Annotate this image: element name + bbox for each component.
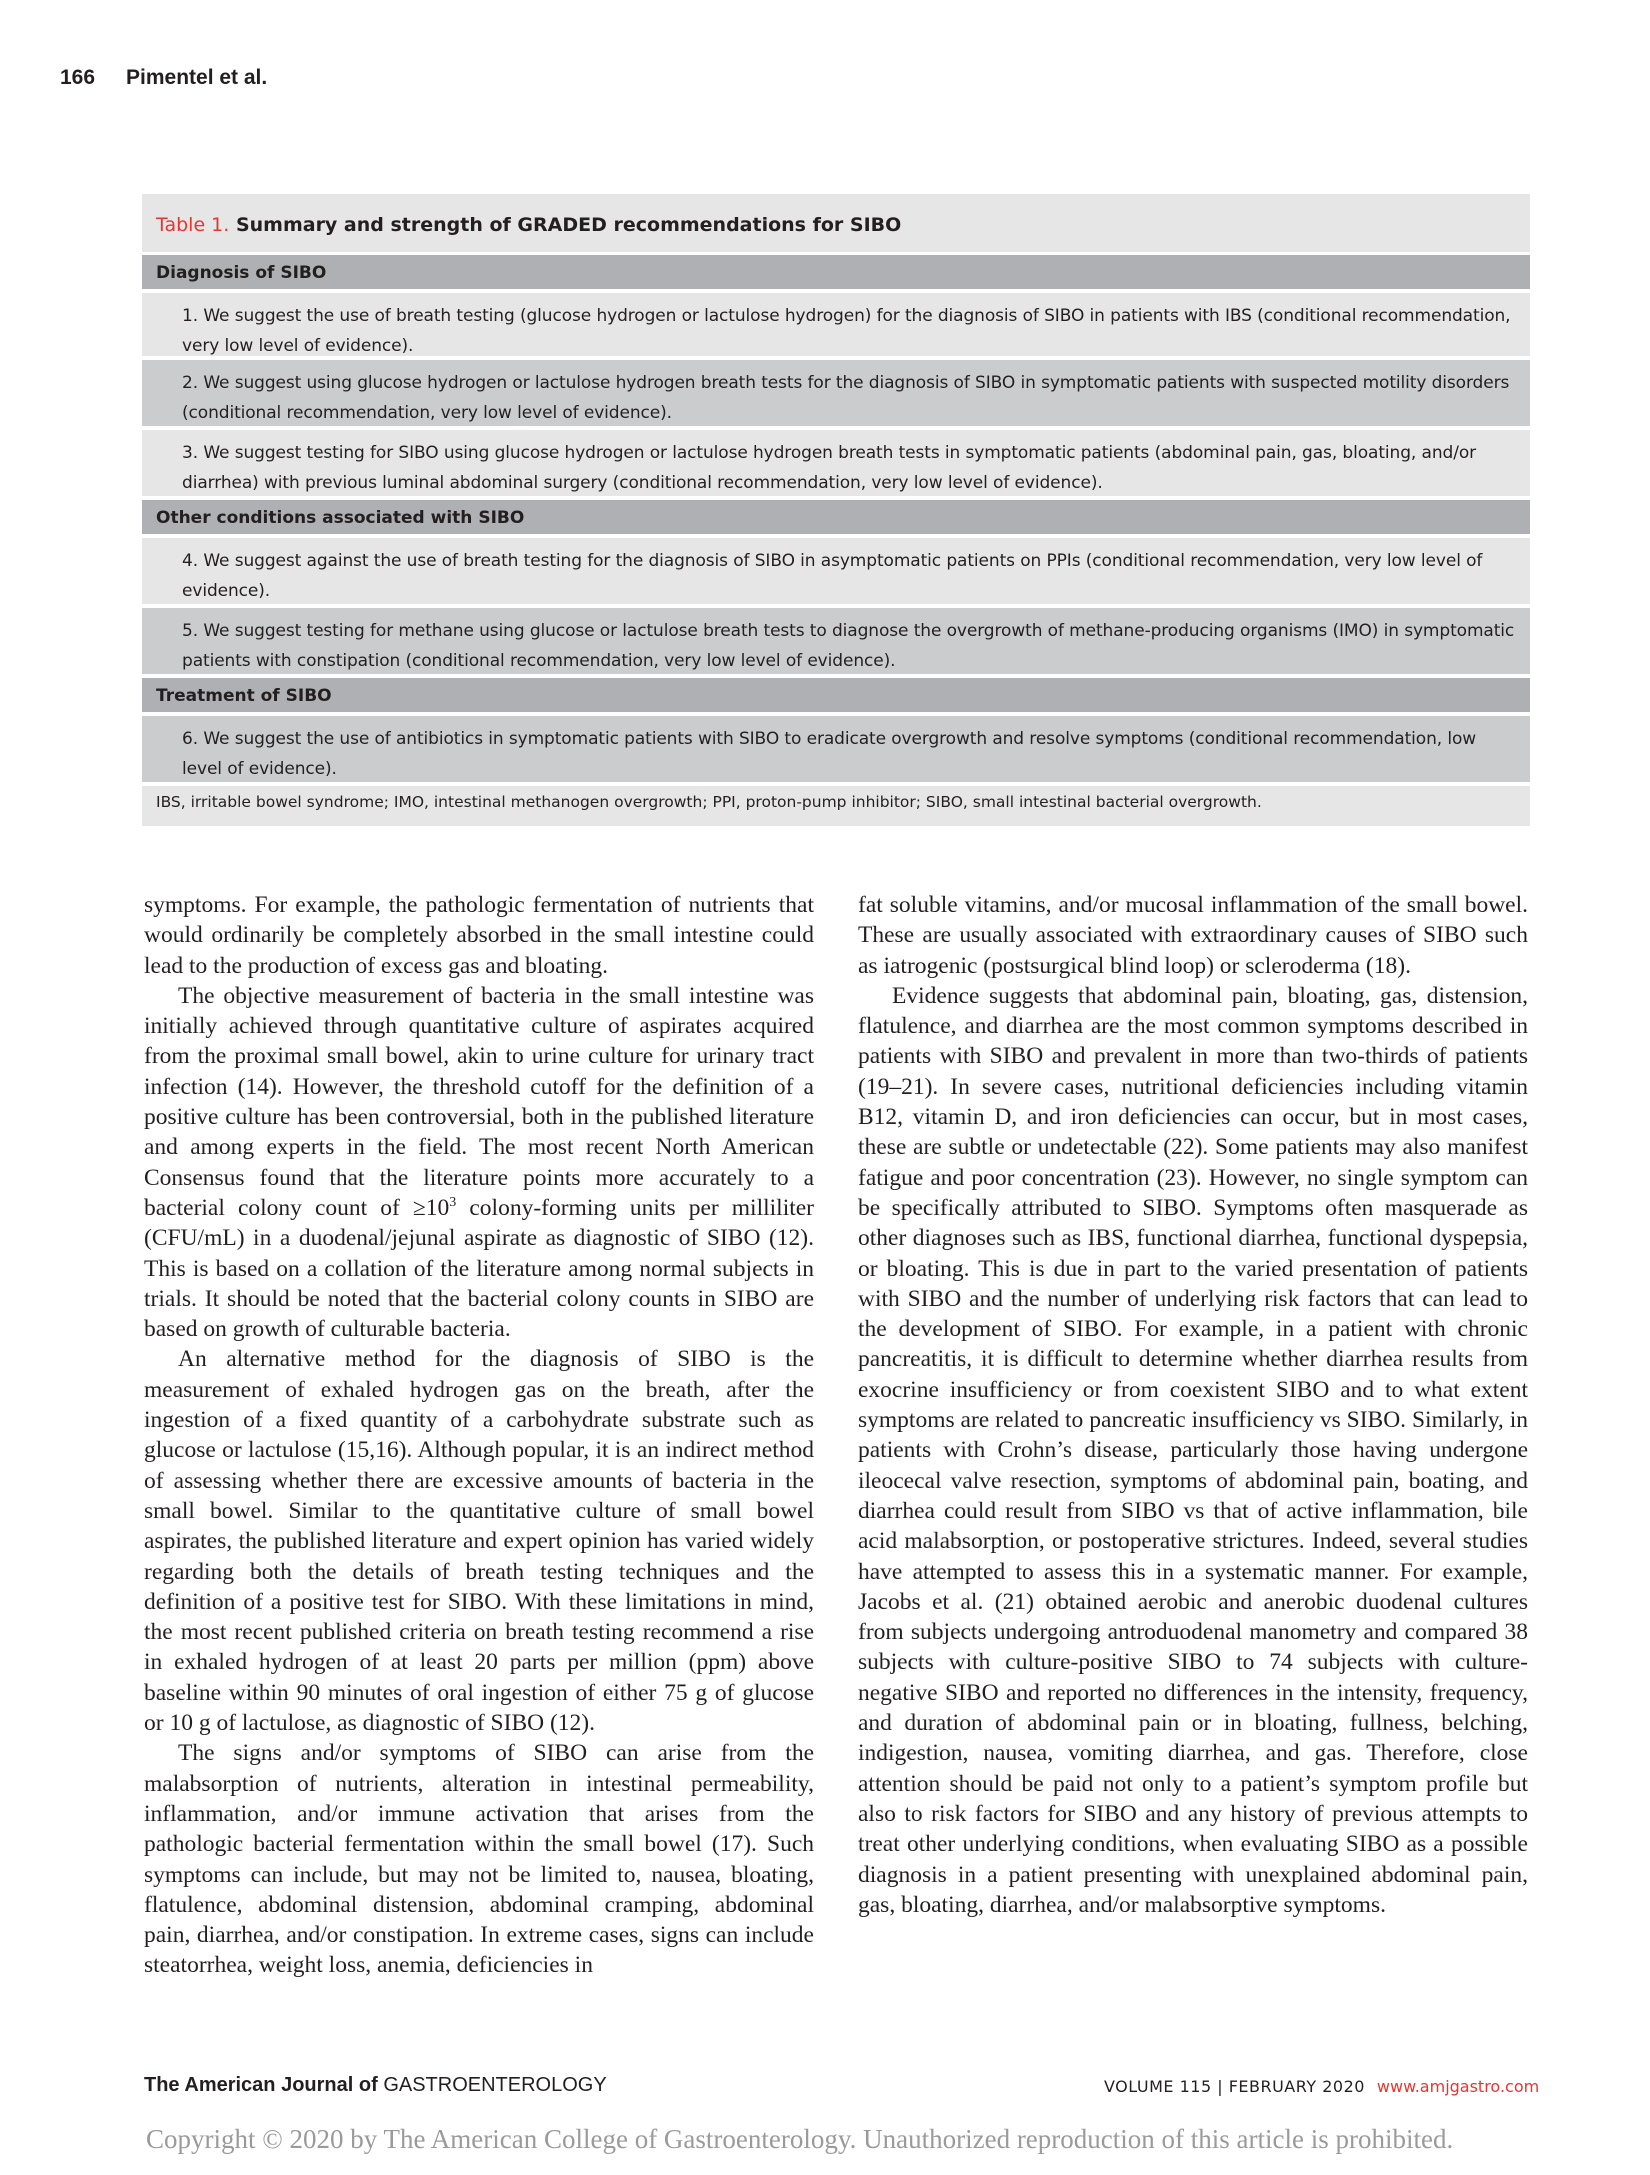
paragraph-text: colony-forming units per milliliter (CFU/mL) in a duodenal/jejunal aspirate as diagnostic of SIBO (12). This is based on a collation of the literature among normal subjects in trials. It should be noted that the bacterial colony counts in SIBO are based on growth of culturable bacteria. (144, 1194, 815, 1343)
table-row: 6. We suggest the use of antibiotics in symptomatic patients with SIBO to eradicate overgrowth and resolve symptoms (conditional recommendation, low level of evidence). (142, 716, 1530, 782)
table-section-heading: Treatment of SIBO (142, 678, 1530, 712)
paragraph: fat soluble vitamins, and/or mucosal inflammation of the small bowel. These are usually associated with extraordinary causes of SIBO such as iatrogenic (postsurgical blind loop) or scleroderma (18). (858, 892, 1528, 979)
volume-date: VOLUME 115 | FEBRUARY 2020 (1104, 2077, 1365, 2096)
table-footnote: IBS, irritable bowel syndrome; IMO, intestinal methanogen overgrowth; PPI, proton-pump inhibitor; SIBO, small intestinal bacterial overgrowth. (142, 786, 1530, 826)
table-row: 4. We suggest against the use of breath testing for the diagnosis of SIBO in asymptomatic patients on PPIs (conditional recommendation, very low level of evidence). (142, 538, 1530, 604)
running-header (60, 66, 267, 90)
superscript: 3 (449, 1195, 457, 1211)
copyright-notice: Copyright © 2020 by The American College of Gastroenterology. Unauthorized reproduction of this article is prohibited. (146, 2124, 1454, 2154)
body-column-right (858, 890, 1528, 1920)
table-row: 2. We suggest using glucose hydrogen or lactulose hydrogen breath tests for the diagnosis of SIBO in symptomatic patients with suspected motility disorders (conditional recommendation, very low level of evidence). (142, 360, 1530, 426)
recommendations-table (142, 194, 1530, 832)
journal-prefix: The American Journal of (144, 2074, 378, 2096)
journal-title: GASTROENTEROLOGY (383, 2074, 607, 2096)
journal-name (144, 2074, 607, 2097)
paragraph-text: The objective measurement of bacteria in the small intestine was initially achieved through quantitative culture of aspirates acquired from the proximal small bowel, akin to urine culture for urinary tract infection (14). However, the threshold cutoff for the definition of a positive culture has been controversial, both in the published literature and among experts in the field. The most recent North American Consensus found that the literature points more accurately to a bacterial colony count of ≥10 (144, 982, 814, 1221)
page-number: 166 (60, 66, 96, 89)
paragraph: The signs and/or symptoms of SIBO can arise from the malabsorption of nutrients, alteration in intestinal permeability, inflammation, and/or immune activation that arises from the pathologic bacterial fermentation within the small bowel (17). Such symptoms can include, but may not be limited to, nausea, bloating, flatulence, abdominal distension, abdominal cramping, abdominal pain, diarrhea, and/or constipation. In extreme cases, signs can include steatorrhea, weight loss, anemia, deficiencies in (144, 1740, 814, 1979)
table-section-heading: Diagnosis of SIBO (142, 255, 1530, 289)
paragraph: symptoms. For example, the pathologic fermentation of nutrients that would ordinarily be completely absorbed in the small intestine could lead to the production of excess gas and bloating. (144, 892, 814, 979)
paragraph (144, 981, 814, 1345)
journal-url[interactable]: www.amjgastro.com (1376, 2077, 1540, 2096)
running-authors: Pimentel et al. (126, 66, 268, 89)
table-section-heading: Other conditions associated with SIBO (142, 500, 1530, 534)
paragraph: An alternative method for the diagnosis of SIBO is the measurement of exhaled hydrogen gas on the breath, after the ingestion of a fixed quantity of a carbohydrate substrate such as glucose or lactulose (15,16). Although popular, it is an indirect method of assessing whether there are excessive amounts of bacteria in the small bowel. Similar to the quantitative culture of small bowel aspirates, the published literature and expert opinion has varied widely regarding both the details of breath testing techniques and the definition of a positive test for SIBO. With these limitations in mind, the most recent published criteria on breath testing recommend a rise in exhaled hydrogen of at least 20 parts per million (ppm) above baseline within 90 minutes of oral ingestion of either 75 g of glucose or 10 g of lactulose, as diagnostic of SIBO (12). (144, 1346, 814, 1737)
body-column-left (144, 890, 814, 1981)
table-caption (142, 194, 1530, 252)
table-row: 1. We suggest the use of breath testing (glucose hydrogen or lactulose hydrogen) for the diagnosis of SIBO in patients with IBS (conditional recommendation, very low level of evidence). (142, 293, 1530, 356)
paragraph: Evidence suggests that abdominal pain, bloating, gas, distension, flatulence, and diarrhea are the most common symptoms described in patients with SIBO and prevalent in more than two-thirds of patients (19–21). In severe cases, nutritional deficiencies including vitamin B12, vitamin D, and iron deficiencies can occur, but in most cases, these are subtle or undetectable (22). Some patients may also manifest fatigue and poor concentration (23). However, no single symptom can be specifically attributed to SIBO. Symptoms often masquerade as other diagnoses such as IBS, functional diarrhea, functional dyspepsia, or bloating. This is due in part to the varied presentation of patients with SIBO and the number of underlying risk factors that can lead to the development of SIBO. For example, in a patient with chronic pancreatitis, it is difficult to determine whether diarrhea results from exocrine insufficiency or from coexistent SIBO and to what extent symptoms are related to pancreatic insufficiency vs SIBO. Similarly, in patients with Crohn’s disease, particularly those having undergone ileocecal valve resection, symptoms of abdominal pain, boating, and diarrhea could result from SIBO vs that of active inflammation, bile acid malabsorption, or postoperative strictures. Indeed, several studies have attempted to assess this in a systematic manner. For example, Jacobs et al. (21) obtained aerobic and anerobic duodenal cultures from subjects undergoing antroduodenal manometry and compared 38 subjects with culture-positive SIBO to 74 subjects with culture-negative SIBO and reported no differences in the intensity, frequency, and duration of abdominal pain or in bloating, fullness, belching, indigestion, nausea, vomiting diarrhea, and gas. Therefore, close attention should be paid not only to a patient’s symptom profile but also to risk factors for SIBO and any history of previous attempts to treat other underlying conditions, when evaluating SIBO as a possible diagnosis in a patient presenting with unexplained abdominal pain, gas, bloating, diarrhea, and/or malabsorptive symptoms. (858, 982, 1528, 1918)
table-row: 3. We suggest testing for SIBO using glucose hydrogen or lactulose hydrogen breath tests in symptomatic patients (abdominal pain, gas, bloating, and/or diarrhea) with previous luminal abdominal surgery (conditional recommendation, very low level of evidence). (142, 430, 1530, 496)
issue-info (1104, 2077, 1539, 2096)
table-title: Summary and strength of GRADED recommendations for SIBO (235, 214, 902, 236)
table-number: Table 1. (156, 214, 230, 236)
table-row: 5. We suggest testing for methane using glucose or lactulose breath tests to diagnose the overgrowth of methane-producing organisms (IMO) in symptomatic patients with constipation (conditional recommendation, very low level of evidence). (142, 608, 1530, 674)
